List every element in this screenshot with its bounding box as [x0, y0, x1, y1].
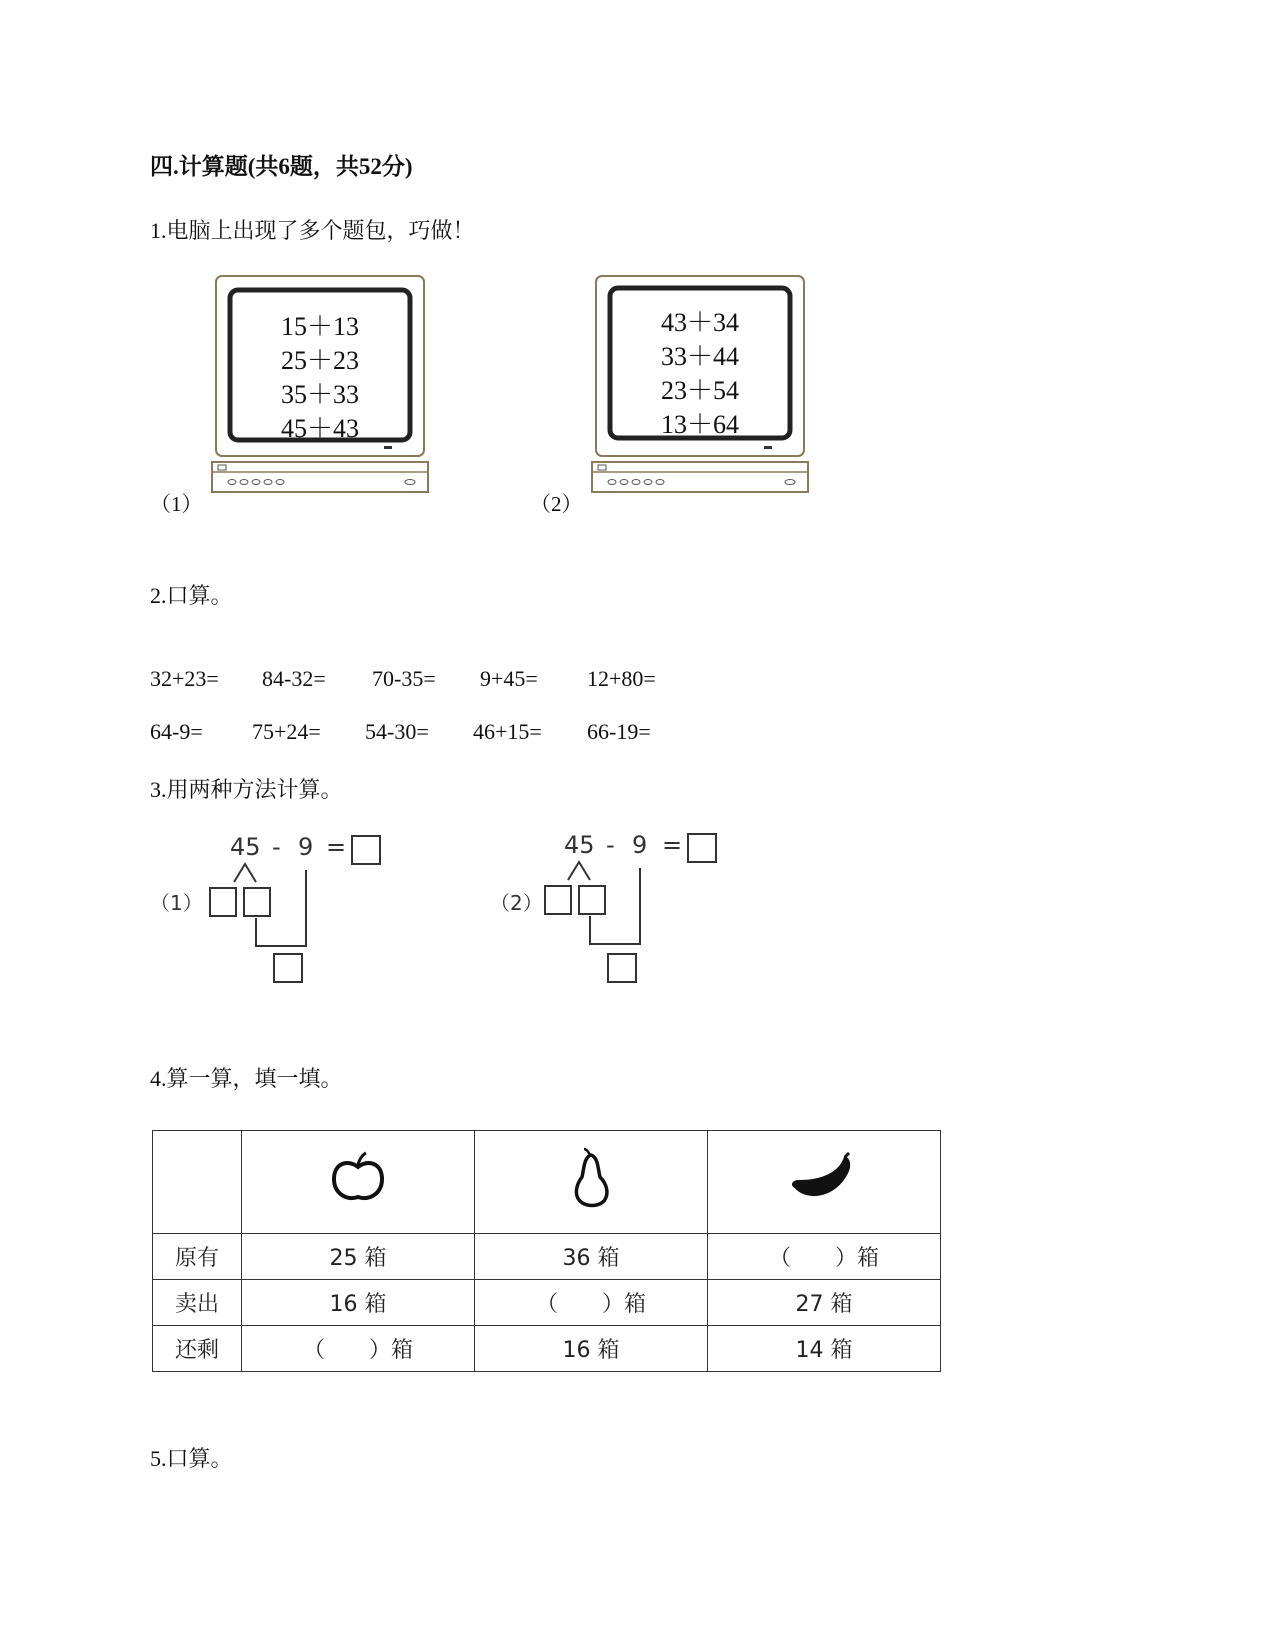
oral-calc-item: 70-35=	[372, 666, 436, 691]
diagram-2-a: 45	[564, 831, 595, 859]
monitor-1	[150, 270, 440, 520]
diagram-2-answer-box	[688, 834, 716, 862]
oral-calc-item: 54-30=	[365, 719, 429, 744]
fruit-table-icon-row	[153, 1131, 941, 1234]
table-cell: 16 箱	[475, 1326, 708, 1372]
diagram-1-part-box-1	[210, 888, 236, 916]
diagram-1-op: -	[272, 833, 281, 861]
table-cell: 14 箱	[708, 1326, 941, 1372]
question-2-title: 2.口算。	[150, 583, 233, 608]
diagram-1-join-lines	[256, 870, 306, 946]
oral-calc-item: 32+23=	[150, 666, 219, 691]
banana-icon	[789, 1151, 859, 1207]
screen-2-line-4: 13＋64	[660, 410, 739, 439]
question-1-title: 1.电脑上出现了多个题包，巧做！	[150, 218, 475, 243]
fruit-table-row	[153, 1280, 941, 1326]
screen-1-line-1: 15＋13	[280, 312, 359, 341]
diagram-2-part-box-2	[579, 886, 605, 914]
diagram-2-join-lines	[590, 868, 640, 944]
fruit-table-header-cell	[242, 1131, 475, 1234]
diagram-2-result-box	[608, 954, 636, 982]
fruit-table	[152, 1130, 941, 1372]
row-label: 还剩	[153, 1326, 242, 1372]
diagram-2-part-box-1	[545, 886, 571, 914]
screen-1-line-4: 45＋43	[280, 414, 359, 443]
question-5-title: 5.口算。	[150, 1446, 233, 1471]
oral-calc-item: 12+80=	[587, 666, 656, 691]
method-diagram-2	[490, 826, 750, 996]
monitor-2-label: （2）	[530, 492, 583, 516]
diagram-2-split-lines	[568, 862, 590, 880]
fruit-table-row	[153, 1234, 941, 1280]
diagram-1-split-lines	[234, 864, 256, 882]
fruit-table-corner	[153, 1131, 242, 1234]
screen-2-line-3: 23＋54	[660, 376, 739, 405]
screen-1-line-3: 35＋33	[280, 380, 359, 409]
oral-calc-item: 9+45=	[480, 666, 538, 691]
table-cell: 27 箱	[708, 1280, 941, 1326]
diagram-2-b: 9	[632, 831, 648, 859]
oral-calc-item: 66-19=	[587, 719, 651, 744]
oral-calc-item: 46+15=	[473, 719, 542, 744]
fruit-table-header-cell	[708, 1131, 941, 1234]
method-diagram-1	[150, 830, 410, 1000]
table-cell-blank[interactable]: （ ）箱	[242, 1326, 475, 1372]
diagram-1-result-box	[274, 954, 302, 982]
screen-1-line-2: 25＋23	[280, 346, 359, 375]
diagram-1-label: （1）	[150, 891, 203, 915]
table-cell-blank[interactable]: （ ）箱	[475, 1280, 708, 1326]
row-label: 原有	[153, 1234, 242, 1280]
diagram-1-b: 9	[298, 833, 314, 861]
monitor-1-label: （1）	[150, 492, 203, 516]
fruit-table-header-cell	[475, 1131, 708, 1234]
oral-calc-item: 64-9=	[150, 719, 203, 744]
table-cell: 36 箱	[475, 1234, 708, 1280]
oral-calc-item: 75+24=	[252, 719, 321, 744]
monitor-1-screen	[230, 306, 410, 443]
fruit-table-row	[153, 1326, 941, 1372]
diagram-2-eq: =	[662, 831, 683, 859]
diagram-2-label: （2）	[490, 891, 543, 915]
monitor-2-screen	[610, 302, 790, 439]
diagram-1-part-box-2	[244, 888, 270, 916]
table-cell: 25 箱	[242, 1234, 475, 1280]
screen-2-line-2: 33＋44	[660, 342, 739, 371]
pear-icon	[566, 1147, 616, 1211]
monitor-2	[530, 270, 820, 520]
diagram-1-eq: =	[326, 833, 347, 861]
row-label: 卖出	[153, 1280, 242, 1326]
apple-icon	[328, 1149, 388, 1209]
question-4-title: 4.算一算，填一填。	[150, 1066, 343, 1091]
diagram-2-op: -	[606, 831, 615, 859]
diagram-1-a: 45	[230, 833, 261, 861]
table-cell-blank[interactable]: （ ）箱	[708, 1234, 941, 1280]
section-heading: 四.计算题(共6题，共52分)	[150, 154, 413, 179]
question-3-title: 3.用两种方法计算。	[150, 777, 343, 802]
table-cell: 16 箱	[242, 1280, 475, 1326]
diagram-1-answer-box	[352, 836, 380, 864]
screen-2-line-1: 43＋34	[660, 308, 739, 337]
oral-calc-item: 84-32=	[262, 666, 326, 691]
